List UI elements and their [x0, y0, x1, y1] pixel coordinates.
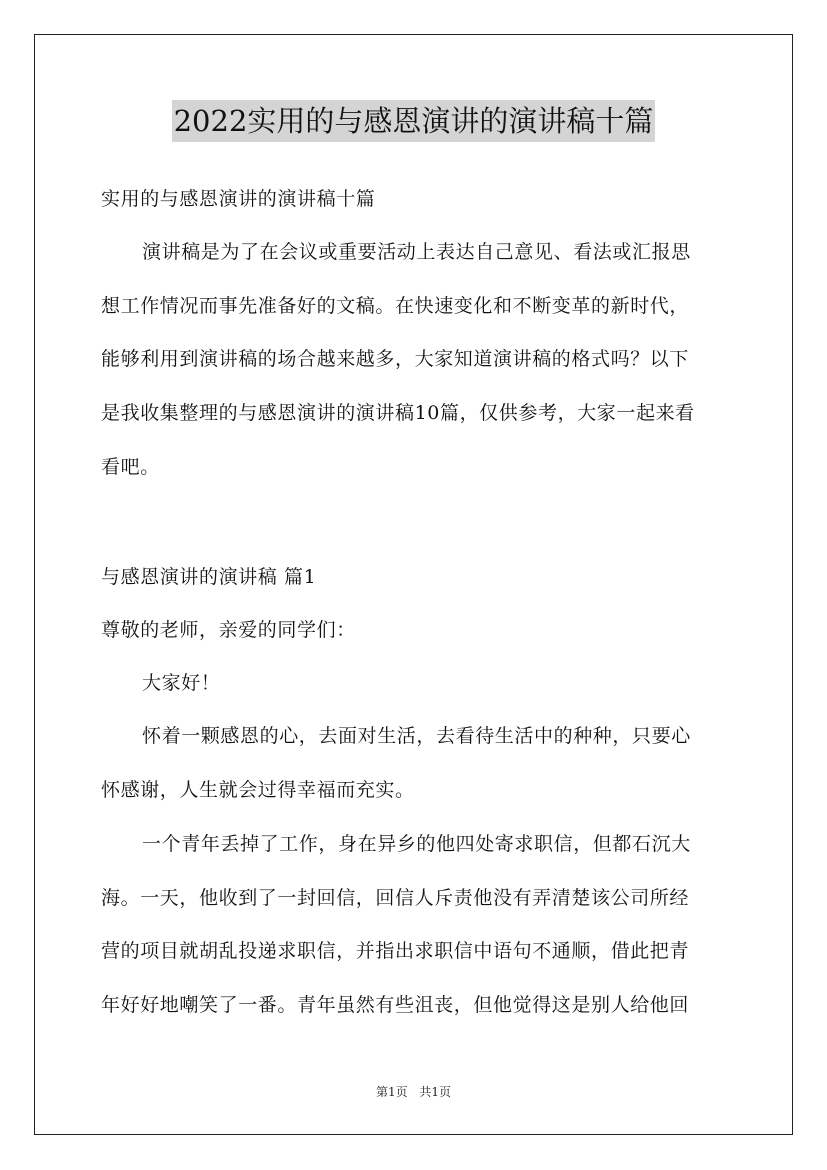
paragraph-line: 怀着一颗感恩的心，去面对生活，去看待生活中的种种，只要心: [142, 725, 691, 747]
paragraph-line: 营的项目就胡乱投递求职信，并指出求职信中语句不通顺，借此把青: [101, 940, 690, 962]
title-container: [0, 100, 827, 142]
intro-line: 能够利用到演讲稿的场合越来越多，大家知道演讲稿的格式吗？以下: [101, 348, 690, 370]
intro-line: 看吧。: [101, 456, 160, 478]
document-title: 2022实用的与感恩演讲的演讲稿十篇: [172, 100, 656, 142]
paragraph-line: 年好好地嘲笑了一番。青年虽然有些沮丧，但他觉得这是别人给他回: [101, 994, 690, 1016]
page-number-current: 第1页: [375, 1085, 408, 1099]
paragraph-line: 怀感谢，人生就会过得幸福而充实。: [101, 779, 415, 801]
salutation: 尊敬的老师，亲爱的同学们：: [101, 619, 356, 641]
page-number-total: 共1页: [419, 1085, 452, 1099]
paragraph-line: 海。一天，他收到了一封回信，回信人斥责他没有弄清楚该公司所经: [101, 887, 690, 909]
intro-line: 演讲稿是为了在会议或重要活动上表达自己意见、看法或汇报思: [142, 241, 691, 263]
intro-line: 是我收集整理的与感恩演讲的演讲稿10篇，仅供参考，大家一起来看: [101, 402, 695, 424]
greeting: 大家好！: [142, 672, 221, 694]
paragraph-line: 一个青年丢掉了工作，身在异乡的他四处寄求职信，但都石沉大: [142, 833, 691, 855]
page-footer: [0, 1083, 827, 1100]
document-subtitle: 实用的与感恩演讲的演讲稿十篇: [101, 188, 376, 210]
section-heading: 与感恩演讲的演讲稿 篇1: [101, 566, 317, 588]
intro-line: 想工作情况而事先准备好的文稿。在快速变化和不断变革的新时代，: [101, 295, 690, 317]
